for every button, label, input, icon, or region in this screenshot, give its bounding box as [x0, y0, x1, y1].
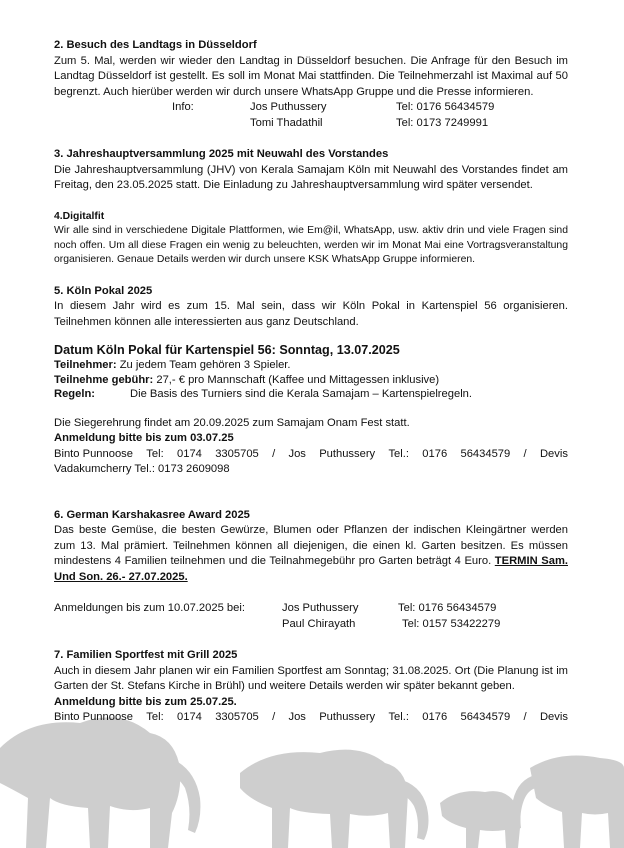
section-landtag [54, 38, 568, 131]
contact-word: Tel.: [388, 711, 409, 723]
contact-word: 0176 [422, 447, 448, 460]
section-body: Zum 5. Mal, werden wir wieder den Landtag in Düsseldorf besuchen. Die Anfrage für den Besuch im Landtag Düsseldorf ist gestellt. Es soll im Monat Mai stattfinden. Die Teilnehmerzahl ist Maximal auf 50 begrenzt. Auch hierüber werden wir durch unsere WhatsApp Gruppe und die Presse informieren. [54, 54, 568, 98]
contact-name: Jos Puthussery [250, 101, 327, 113]
section-heading: 5. Köln Pokal 2025 [54, 284, 153, 297]
regeln-line [54, 387, 568, 402]
contact-word: Binto Punnoose [54, 711, 133, 723]
contact-tel: Tel: 0176 56434579 [398, 602, 497, 614]
section-heading: 7. Familien Sportfest mit Grill 2025 [54, 649, 238, 661]
section-digitalfit [54, 210, 568, 268]
section-heading: 3. Jahreshauptversammlung 2025 mit Neuwahl des Vorstandes [54, 148, 389, 160]
document-page [54, 38, 568, 726]
anmeldung-label: Anmeldungen bis zum 10.07.2025 bei: [54, 602, 245, 614]
contact-line-2: Vadakumcherry Tel.: 0173 2609098 [54, 463, 230, 475]
contact-word: Tel: [146, 447, 164, 460]
contact-tel: Tel: 0173 7249991 [396, 116, 489, 129]
section-body: Wir alle sind in verschiedene Digitale Plattformen, wie Em@il, WhatsApp, usw. aktiv drin und viele Fragen sind noch offen. Um all diese Fragen ein wenig zu beleuchten, werden wir im Monat Mai eine Vortragsveranstaltung organisieren. Genaue Details werden wir durch unsere KSK WhatsApp Gruppe informieren. [54, 225, 568, 265]
contact-word: / [272, 711, 276, 723]
contact-word: 0174 [177, 711, 202, 723]
contact-word: Jos [288, 447, 306, 460]
contact-word: Puthussery [319, 711, 376, 723]
body-text: Das beste Gemüse, die besten Gewürze, Blumen oder Pflanzen der indischen Kleingärtner werden zum 13. Mal prämiert. Teilnehmen können all diejenigen, die einen kl. Garten besitzen. Es müssen mindestens 4 Familien teilnehmen und die Teilnahmegebühr pro Garten beträgt 4 Euro. [54, 524, 568, 567]
section-body: Auch in diesem Jahr planen wir ein Familien Sportfest am Sonntag; 31.08.2025. Ort (Die Planung ist im Garten der St. Stefans Kirche in Brühl) und weitere Details werden wir später bekannt geben. [54, 664, 568, 692]
contact-word: 56434579 [460, 447, 511, 460]
contact-word: Jos [288, 711, 306, 723]
contact-word: 0174 [177, 447, 202, 460]
contact-row [54, 617, 568, 633]
siegerehrung-line: Die Siegerehrung findet am 20.09.2025 zum Samajam Onam Fest statt. [54, 416, 410, 429]
section-pokal-details [54, 342, 568, 478]
regeln-label: Regeln: [54, 388, 96, 400]
section-jhv [54, 147, 568, 194]
section-koeln-pokal [54, 284, 568, 331]
teilnehmer-value: Zu jedem Team gehören 3 Spieler. [116, 359, 291, 371]
section-karshakasree [54, 508, 568, 633]
section-body [54, 523, 568, 585]
contact-word: Devis [539, 447, 568, 460]
teilnehmer-line [54, 358, 568, 373]
info-label: Info: [172, 101, 194, 113]
contact-name: Jos Puthussery [282, 602, 359, 614]
contact-tel: Tel: 0157 53422279 [402, 617, 501, 630]
contact-line [54, 447, 568, 463]
contact-word: 56434579 [460, 711, 511, 723]
contact-name: Paul Chirayath [282, 617, 356, 630]
contact-word: Binto Punnoose [54, 447, 133, 460]
anmeldung-line: Anmeldung bitte bis zum 25.07.25. [54, 695, 237, 708]
contact-row [54, 100, 568, 116]
section-heading: 6. German Karshakasree Award 2025 [54, 508, 250, 521]
gebuehr-line [54, 373, 568, 388]
contact-word: 3305705 [215, 711, 259, 723]
gebuehr-value: 27,- € pro Mannschaft (Kaffee und Mittagessen inklusive) [153, 373, 440, 386]
contact-word: Devis [539, 711, 568, 723]
section-body: Die Jahreshauptversammlung (JHV) von Kerala Samajam Köln mit Neuwahl des Vorstandes findet am Freitag, den 23.05.2025 statt. Die Einladung zu Jahreshauptversammlung wird später versendet. [54, 163, 568, 191]
contact-word: Tel: [146, 711, 164, 723]
anmeldung-line: Anmeldung bitte bis zum 03.07.25 [54, 432, 234, 444]
contact-word: / [523, 711, 527, 723]
section-heading: 4.Digitalfit [54, 210, 105, 222]
section-heading: 2. Besuch des Landtags in Düsseldorf [54, 39, 257, 51]
termin-text: TERMIN Sam. Und Son. 26.- 27.07.2025. [54, 555, 568, 583]
teilnehmer-label: Teilnehmer: [54, 359, 117, 371]
contact-word: 3305705 [215, 447, 259, 460]
contact-word: Puthussery [319, 447, 376, 460]
contact-row [54, 116, 568, 132]
regeln-value: Die Basis des Turniers sind die Kerala Samajam – Kartenspielregeln. [130, 388, 473, 400]
contact-row [54, 601, 568, 617]
contact-word: Tel.: [388, 447, 409, 460]
section-sportfest [54, 648, 568, 726]
section-body: In diesem Jahr wird es zum 15. Mal sein, dass wir Köln Pokal in Kartenspiel 56 organisieren. Teilnehmen können alle interessierten aus ganz Deutschland. [54, 300, 568, 328]
contact-name: Tomi Thadathil [250, 116, 323, 129]
contact-line [54, 710, 568, 726]
contact-tel: Tel: 0176 56434579 [396, 101, 495, 113]
gebuehr-label: Teilnehme gebühr: [54, 373, 154, 386]
contact-word: 0176 [422, 711, 448, 723]
contact-word: / [272, 447, 276, 460]
pokal-title: Datum Köln Pokal für Kartenspiel 56: Sonntag, 13.07.2025 [54, 343, 400, 357]
contact-word: / [523, 447, 527, 460]
